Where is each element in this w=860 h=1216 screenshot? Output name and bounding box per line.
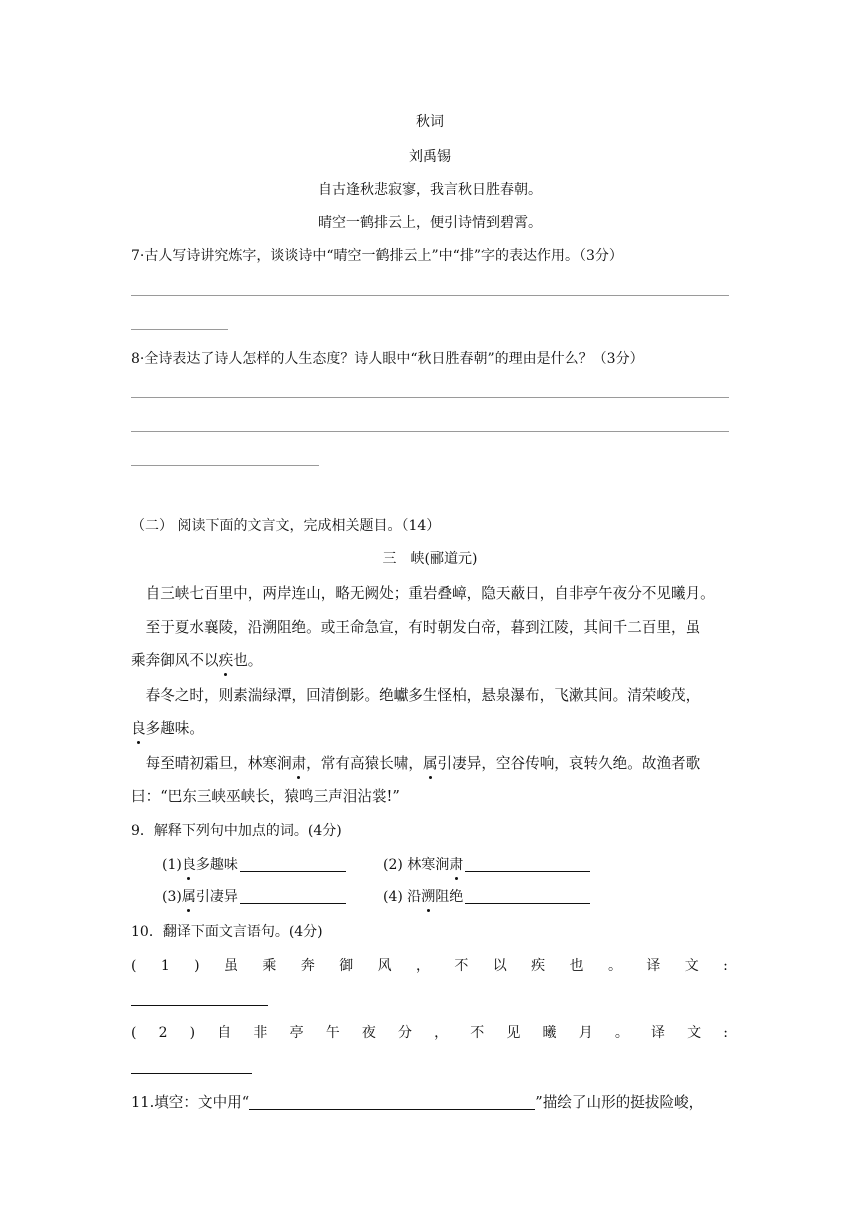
question-10: 10．翻译下面文言语句。(4分) [131, 924, 323, 940]
poem-line-1: 自古逢秋悲寂寥，我言秋日胜春朝。 [318, 182, 542, 198]
answer-line [131, 295, 729, 296]
char: ( [131, 958, 137, 974]
answer-line [131, 465, 319, 466]
char: 不 [454, 958, 469, 974]
question-11: 11.填空：文中用“ ”描绘了山形的挺拔险峻， [131, 1094, 704, 1111]
char: 非 [253, 1025, 268, 1041]
char: ) [189, 1025, 196, 1041]
char: 见 [506, 1025, 521, 1041]
q9-item-1: (1)良多趣味 [162, 855, 346, 875]
char: 译 [646, 958, 661, 974]
char: : [723, 1025, 728, 1041]
char: 曦 [542, 1025, 557, 1041]
char: 文 [687, 1025, 702, 1041]
passage-paragraph-1: 自三峡七百里中，两岸连山，略无阙处；重岩叠嶂，隐天蔽日，自非亭午夜分不见曦月。 [145, 585, 715, 602]
char: 不 [470, 1025, 485, 1041]
emphasized-char: 属 [422, 755, 438, 772]
q9-item-4: (4) 沿溯阻绝 [383, 887, 590, 907]
char: 也 [569, 958, 584, 974]
poem-title: 秋词 [416, 114, 444, 130]
emphasized-char: 良 [131, 720, 146, 737]
passage-paragraph-3-cont: 良多趣味。 [131, 720, 204, 737]
char: 文 [684, 958, 699, 974]
char: 夜 [361, 1025, 376, 1041]
char: 自 [217, 1025, 232, 1041]
fill-blank[interactable] [465, 889, 590, 904]
q9-item-3: (3)属引凄异 [162, 887, 346, 907]
char: 风 [377, 958, 392, 974]
answer-line [131, 397, 729, 398]
passage-paragraph-2: 至于夏水襄陵，沿溯阻绝。或王命急宣，有时朝发白帝，暮到江陵，其间千二百里，虽 [145, 619, 701, 636]
char: 御 [339, 958, 354, 974]
emphasized-char: 属 [181, 889, 196, 905]
char: 亭 [289, 1025, 304, 1041]
poem-line-2: 晴空一鹤排云上，便引诗情到碧霄。 [318, 215, 542, 231]
q10-sentence-2 [131, 1023, 728, 1043]
char: 以 [492, 958, 507, 974]
emphasized-char: 肃 [291, 755, 307, 772]
char: 月 [578, 1025, 593, 1041]
answer-line[interactable] [131, 1073, 252, 1074]
char: 1 [160, 958, 170, 974]
char: 。 [607, 958, 622, 974]
passage-paragraph-3: 春冬之时，则素湍绿潭，回清倒影。绝巘多生怪柏，悬泉瀑布，飞漱其间。清荣峻茂， [145, 687, 701, 704]
q10-sentence-1 [131, 956, 728, 976]
fill-blank[interactable] [249, 1095, 535, 1110]
q9-item-2: (2) 林寒涧肃 [383, 855, 590, 875]
char: 乘 [262, 958, 277, 974]
fill-blank[interactable] [240, 857, 346, 872]
passage-title: 三 峡(郦道元) [382, 551, 478, 567]
char: 2 [158, 1025, 168, 1041]
char: ， [415, 958, 430, 974]
char: 疾 [531, 958, 546, 974]
char: 午 [325, 1025, 340, 1041]
char: ( [131, 1025, 137, 1041]
emphasized-char: 溯 [421, 889, 436, 905]
char: ， [434, 1025, 449, 1041]
char: 。 [614, 1025, 629, 1041]
answer-line [131, 431, 729, 432]
emphasized-char: 良 [181, 857, 196, 873]
question-9: 9．解释下列句中加点的词。(4分) [131, 823, 342, 839]
poem-author: 刘禹锡 [409, 149, 451, 165]
answer-line[interactable] [131, 1005, 268, 1006]
char: 虽 [224, 958, 239, 974]
char: 分 [397, 1025, 412, 1041]
char: ) [194, 958, 200, 974]
fill-blank[interactable] [465, 857, 590, 872]
fill-blank[interactable] [240, 889, 346, 904]
emphasized-char: 肃 [449, 857, 464, 873]
answer-line [131, 329, 228, 330]
char: 译 [650, 1025, 665, 1041]
passage-paragraph-4-cont: 曰：“巴东三峡巫峡长，猿鸣三声泪沾裳!” [131, 788, 400, 805]
passage-paragraph-4: 每至晴初霜旦，林寒涧肃，常有高猿长啸，属引凄异，空谷传响，哀转久绝。故渔者歌 [145, 755, 701, 772]
question-7: 7·古人写诗讲究炼字，谈谈诗中“晴空一鹤排云上”中“排”字的表达作用。（3分） [131, 248, 623, 264]
emphasized-char: 疾 [218, 652, 234, 669]
char: 奔 [300, 958, 315, 974]
question-8: 8·全诗表达了诗人怎样的人生态度？诗人眼中“秋日胜春朝”的理由是什么？（3分） [131, 351, 644, 367]
section-heading: （二） 阅读下面的文言文，完成相关题目。（14） [131, 518, 441, 534]
char: : [723, 958, 728, 974]
passage-paragraph-2-cont: 乘奔御风不以疾也。 [131, 652, 263, 669]
